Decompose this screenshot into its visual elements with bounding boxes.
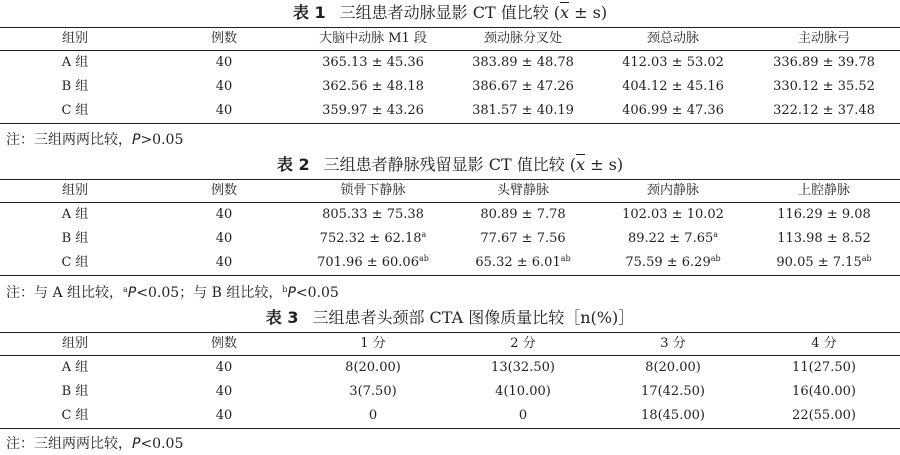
- table1-note-prefix: 注：三组两两比较，: [6, 132, 132, 148]
- cell-value: 40: [215, 231, 233, 246]
- column-header: 主动脉弓: [797, 31, 850, 46]
- table-cell: 16(40.00): [792, 384, 856, 399]
- table2-title-text: 三组患者静脉残留显影 CT 值比较 (: [323, 155, 577, 174]
- column-header: 组别: [61, 336, 88, 351]
- column-header: 2 分: [510, 336, 536, 351]
- table1-title-xbar: $\overline{x}$: [560, 3, 570, 22]
- table-cell: 17(42.50): [641, 384, 705, 399]
- table-row: [0, 51, 900, 76]
- table2-title-xbar: $\overline{x}$: [576, 155, 586, 174]
- table3-note-prefix: 注：三组两两比较，: [6, 436, 132, 452]
- table2-title: [0, 155, 900, 175]
- table-cell: [598, 203, 748, 228]
- column-header: 颈动脉分叉处: [483, 31, 562, 46]
- table-cell: 365.13 ± 45.36: [322, 55, 424, 70]
- table-cell: 4(10.00): [495, 384, 551, 399]
- column-header: 上腔静脉: [797, 183, 850, 198]
- significance-mark: ab: [861, 254, 872, 263]
- table-cell: 40: [215, 79, 233, 94]
- significance-mark: a: [713, 230, 719, 239]
- table-cell: 8(20.00): [645, 360, 701, 375]
- cell-value: 113.98 ± 8.52: [777, 231, 871, 246]
- table-cell: 362.56 ± 48.18: [322, 79, 424, 94]
- table-cell: 412.03 ± 53.02: [622, 55, 724, 70]
- table-cell: 40: [215, 384, 233, 399]
- table-cell: A 组: [61, 360, 89, 375]
- table-cell: 11(27.50): [792, 360, 856, 375]
- table1-title-text: 三组患者动脉显影 CT 值比较 (: [339, 3, 561, 22]
- table-cell: B 组: [61, 384, 89, 399]
- cell-value: 805.33 ± 75.38: [322, 207, 424, 222]
- column-header: 例数: [210, 336, 237, 351]
- column-header: 颈总动脉: [646, 31, 699, 46]
- table-cell: 8(20.00): [345, 360, 401, 375]
- table2-note-a-prefix: 注：与 A 组比较，: [6, 285, 124, 301]
- table-cell: 18(45.00): [641, 408, 705, 423]
- table-cell: [0, 251, 150, 276]
- table2-note-a-suffix: <0.05；与 B 组比较，: [136, 285, 283, 301]
- cell-value: A 组: [61, 207, 89, 222]
- cell-value: B 组: [61, 231, 89, 246]
- table-cell: [298, 251, 448, 276]
- cell-value: 90.05 ± 7.15: [776, 255, 862, 270]
- table-cell: [598, 227, 748, 251]
- table-cell: 386.67 ± 47.26: [472, 79, 574, 94]
- column-header: 3 分: [660, 336, 686, 351]
- cell-value: 752.32 ± 62.18: [319, 231, 422, 246]
- table-row: [0, 356, 900, 381]
- table3: [0, 332, 900, 429]
- table1: [0, 27, 900, 124]
- table-cell: [298, 227, 448, 251]
- table-cell: [748, 227, 900, 251]
- table2-title-tail: ± s): [585, 155, 624, 174]
- table-cell: [748, 251, 900, 276]
- column-header: 组别: [61, 31, 88, 46]
- column-header: 锁骨下静脉: [340, 183, 406, 198]
- table-cell: 0: [518, 408, 528, 423]
- cell-value: 75.59 ± 6.29: [625, 255, 711, 270]
- table-cell: [150, 251, 298, 276]
- table2-note-b-sup: b: [282, 285, 288, 294]
- column-header: 例数: [210, 31, 237, 46]
- table-cell: 40: [215, 408, 233, 423]
- table-cell: 336.89 ± 39.78: [773, 55, 875, 70]
- table2-note-a-sup: a: [123, 285, 128, 294]
- table-cell: 40: [215, 103, 233, 118]
- table-cell: 359.97 ± 43.26: [322, 103, 424, 118]
- table-cell: A 组: [61, 55, 89, 70]
- table2-note: [6, 284, 339, 302]
- significance-mark: ab: [710, 254, 721, 263]
- table-cell: 22(55.00): [792, 408, 856, 423]
- table-cell: 383.89 ± 48.78: [472, 55, 574, 70]
- table-cell: 404.12 ± 45.16: [622, 79, 724, 94]
- cell-value: 116.29 ± 9.08: [777, 207, 871, 222]
- cell-value: 102.03 ± 10.02: [622, 207, 724, 222]
- column-header: 1 分: [360, 336, 386, 351]
- significance-mark: ab: [418, 254, 429, 263]
- column-header: 大脑中动脉 M1 段: [319, 31, 427, 46]
- table1-number: 表 1: [292, 3, 326, 22]
- significance-mark: ab: [560, 254, 571, 263]
- column-header: 头臂静脉: [496, 183, 549, 198]
- table2: [0, 179, 900, 276]
- table-cell: 13(32.50): [491, 360, 555, 375]
- table2-header-row: [0, 180, 900, 203]
- cell-value: 65.32 ± 6.01: [475, 255, 561, 270]
- table-cell: 330.12 ± 35.52: [773, 79, 875, 94]
- table-cell: [448, 203, 598, 228]
- table-cell: 322.12 ± 37.48: [773, 103, 875, 118]
- table3-header-row: [0, 333, 900, 356]
- table1-title-tail: ± s): [569, 3, 608, 22]
- table-cell: [150, 227, 298, 251]
- table-cell: C 组: [61, 103, 89, 118]
- table3-note-p: P: [132, 436, 141, 452]
- table1-title: [0, 3, 900, 23]
- table1-header-row: [0, 28, 900, 51]
- table3-title-text: 三组患者头颈部 CTA 图像质量比较［n(%)］: [312, 308, 635, 327]
- table-row: [0, 251, 900, 276]
- cell-value: 701.96 ± 60.06: [317, 255, 419, 270]
- column-header: 组别: [61, 183, 88, 198]
- table-cell: [448, 227, 598, 251]
- table1-note-p: P: [132, 132, 141, 148]
- table-cell: [0, 227, 150, 251]
- table3-note-suffix: <0.05: [140, 436, 184, 452]
- table-cell: [598, 251, 748, 276]
- cell-value: 40: [215, 255, 233, 270]
- table1-note: [6, 131, 183, 149]
- table2-note-b-p: P: [287, 285, 296, 301]
- table-row: [0, 203, 900, 228]
- table-cell: B 组: [61, 79, 89, 94]
- cell-value: C 组: [61, 255, 89, 270]
- table2-note-b-suffix: <0.05: [295, 285, 339, 301]
- table-cell: [448, 251, 598, 276]
- significance-mark: a: [421, 230, 427, 239]
- column-header: 颈内静脉: [646, 183, 699, 198]
- table-cell: 381.57 ± 40.19: [472, 103, 574, 118]
- table-row: [0, 99, 900, 124]
- table2-number: 表 2: [276, 155, 310, 174]
- table-cell: [298, 203, 448, 228]
- table-cell: 40: [215, 360, 233, 375]
- table-cell: C 组: [61, 408, 89, 423]
- table-cell: 406.99 ± 47.36: [622, 103, 724, 118]
- cell-value: 77.67 ± 7.56: [480, 231, 566, 246]
- table-row: [0, 380, 900, 404]
- cell-value: 89.22 ± 7.65: [627, 231, 714, 246]
- table-cell: [150, 203, 298, 228]
- column-header: 例数: [210, 183, 237, 198]
- table-cell: [748, 203, 900, 228]
- table-cell: [0, 203, 150, 228]
- table-cell: 3(7.50): [349, 384, 397, 399]
- table-row: [0, 75, 900, 99]
- table1-note-suffix: >0.05: [140, 132, 184, 148]
- table-cell: 40: [215, 55, 233, 70]
- table-row: [0, 227, 900, 251]
- table3-note: [6, 435, 183, 453]
- table3-title: [0, 308, 900, 328]
- table-row: [0, 404, 900, 429]
- cell-value: 40: [215, 207, 233, 222]
- cell-value: 80.89 ± 7.78: [480, 207, 566, 222]
- column-header: 4 分: [811, 336, 837, 351]
- table3-number: 表 3: [265, 308, 299, 327]
- table2-note-a-p: P: [127, 285, 137, 301]
- table-cell: 0: [368, 408, 378, 423]
